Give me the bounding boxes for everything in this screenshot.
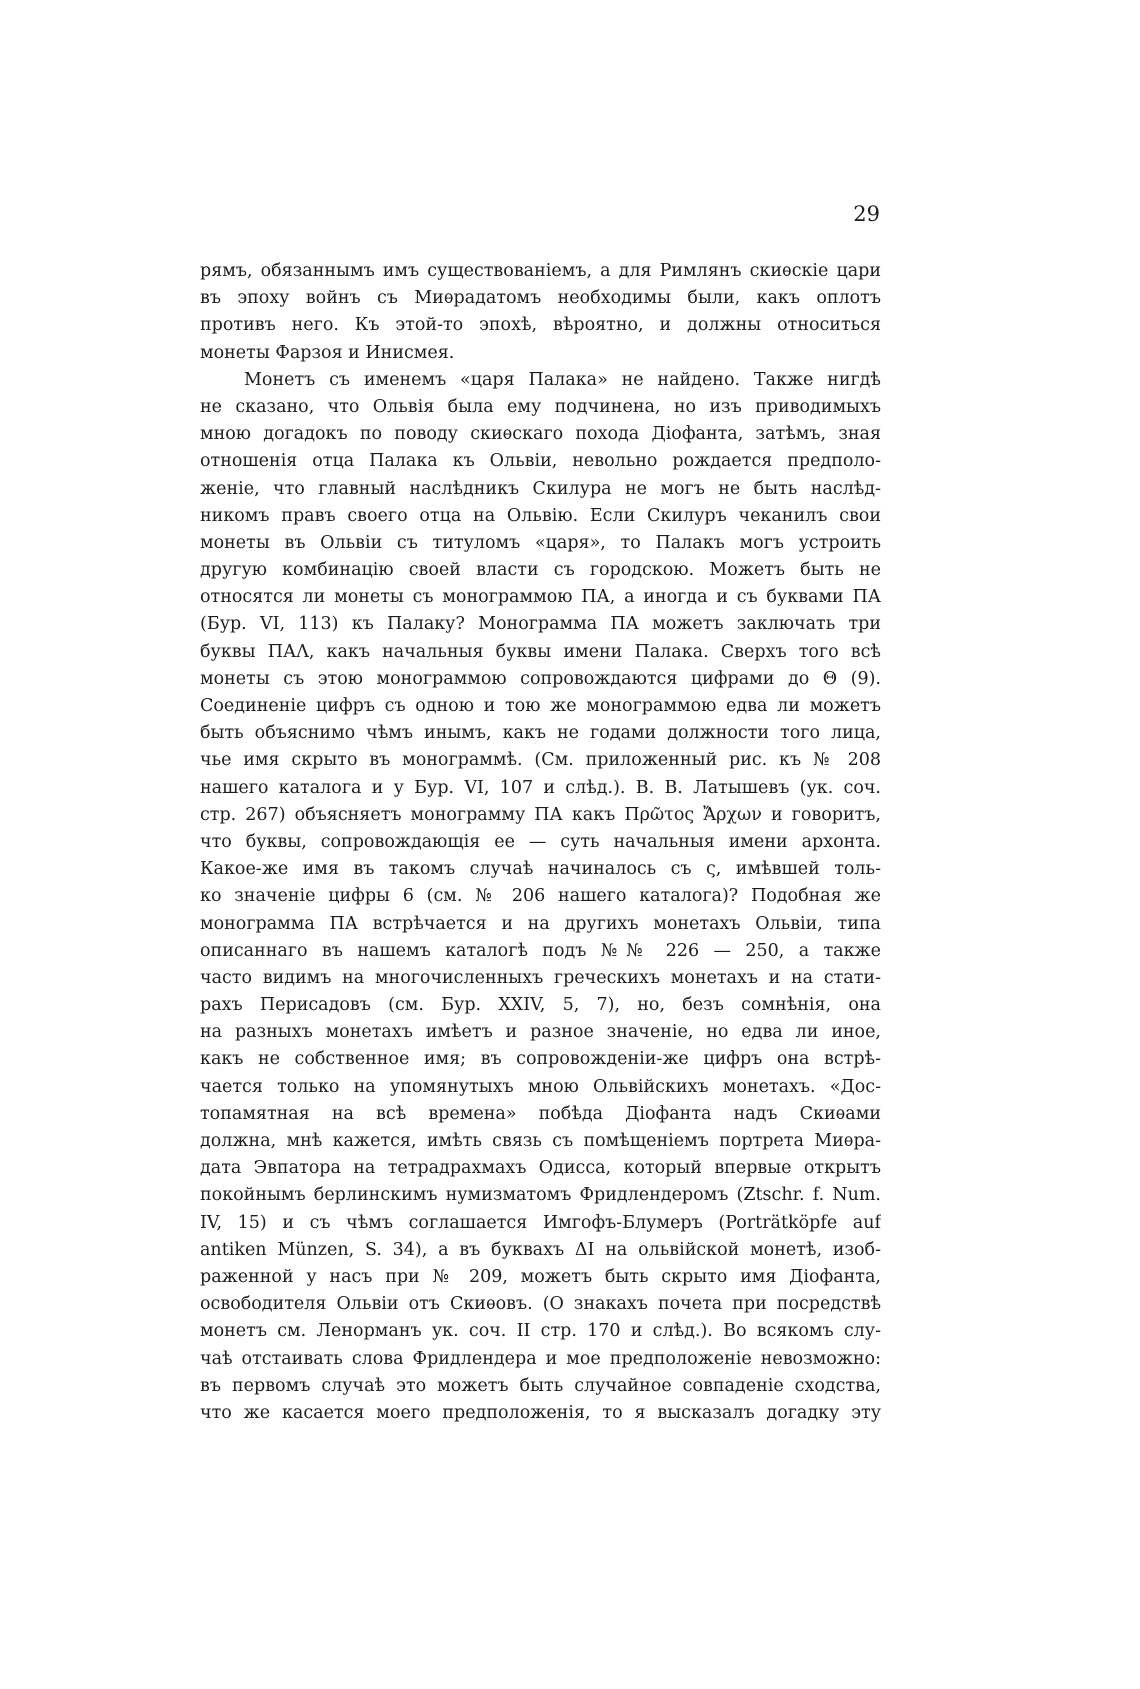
text-line: рахъ Перисадовъ (см. Бур. XXIV, 5, 7), но, безъ сомнѣнія, она: [200, 995, 881, 1016]
text-line: Монетъ съ именемъ «царя Палака» не найдено. Также нигдѣ: [244, 369, 881, 390]
text-line: монеты Фарзоя и Инисмея.: [200, 342, 455, 363]
text-line: женіе, что главный наслѣдникъ Скилура не могъ не быть наслѣд-: [200, 478, 881, 499]
text-line: рямъ, обязаннымъ имъ существованіемъ, а для Римлянъ скиѳскіе цари: [200, 261, 881, 281]
text-line: чье имя скрыто въ монограммѣ. (См. приложенный рис. къ № 208: [200, 750, 881, 771]
text-line: чаѣ отстаивать слова Фридлендера и мое предположеніе невозможно:: [200, 1348, 881, 1369]
text-line: стр. 267) объясняетъ монограмму ПА какъ Πρῶτος Ἄρχων и говоритъ,: [200, 804, 881, 825]
text-line: Соединеніе цифръ съ одною и тою же монограммою едва ли можетъ: [200, 696, 881, 716]
text-line: противъ него. Къ этой-то эпохѣ, вѣроятно, и должны относиться: [200, 315, 881, 336]
text-line: монеты въ Ольвіи съ титуломъ «царя», то Палакъ могъ устроить: [200, 532, 881, 553]
text-line: что же касается моего предположенія, то я высказалъ догадку эту: [200, 1402, 881, 1423]
text-line: монограмма ПА встрѣчается и на другихъ монетахъ Ольвіи, типа: [200, 913, 881, 934]
text-line: нашего каталога и у Бур. VI, 107 и слѣд.). В. В. Латышевъ (ук. соч.: [200, 777, 881, 798]
text-line: antiken Münzen, S. 34), а въ буквахъ ΔΙ на ольвійской монетѣ, изоб-: [200, 1239, 881, 1260]
text-line: покойнымъ берлинскимъ нумизматомъ Фридлендеромъ (Ztschr. f. Num.: [200, 1185, 881, 1206]
text-line: монеты съ этою монограммою сопровождаются цифрами до Θ (9).: [200, 668, 881, 689]
text-line: не сказано, что Ольвія была ему подчинена, но изъ приводимыхъ: [200, 396, 881, 417]
text-line: быть объяснимо чѣмъ инымъ, какъ не годами должности того лица,: [200, 723, 881, 744]
text-line: на разныхъ монетахъ имѣетъ и разное значеніе, но едва ли иное,: [200, 1022, 881, 1043]
text-line: ко значеніе цифры 6 (см. № 206 нашего каталога)? Подобная же: [200, 886, 881, 907]
text-line: описаннаго въ нашемъ каталогѣ подъ №№ 226 — 250, а также: [200, 940, 881, 961]
text-line: дата Эвпатора на тетрадрахмахъ Одисса, который впервые открытъ: [200, 1158, 881, 1179]
text-line: топамятная на всѣ времена» побѣда Діофанта надъ Скиѳами: [200, 1103, 881, 1124]
text-line: въ эпоху войнъ съ Миѳрадатомъ необходимы были, какъ оплотъ: [200, 288, 881, 309]
text-line: относятся ли монеты съ монограммою ПА, а иногда и съ буквами ПА: [200, 587, 881, 608]
text-line: что буквы, сопровождающія ее — суть начальныя имени архонта.: [200, 831, 881, 852]
text-line: какъ не собственное имя; въ сопровожденіи-же цифръ она встрѣ-: [200, 1049, 881, 1070]
text-line: часто видимъ на многочисленныхъ греческихъ монетахъ и на стати-: [200, 967, 881, 988]
text-line: должна, мнѣ кажется, имѣть связь съ помѣщеніемъ портрета Миѳра-: [200, 1131, 881, 1151]
text-line: чается только на упомянутыхъ мною Ольвійскихъ монетахъ. «Дос-: [200, 1076, 881, 1097]
body-text: [200, 258, 881, 1427]
text-line: раженной у насъ при № 209, можетъ быть скрыто имя Діофанта,: [200, 1266, 881, 1287]
text-line: освободителя Ольвіи отъ Скиѳовъ. (О знакахъ почета при посредствѣ: [200, 1294, 881, 1315]
text-line: буквы ПАΛ, какъ начальныя буквы имени Палака. Сверхъ того всѣ: [200, 641, 881, 662]
text-line: Какое-же имя въ такомъ случаѣ начиналось съ ς, имѣвшей толь-: [200, 859, 881, 880]
text-line: отношенія отца Палака къ Ольвіи, невольно рождается предполо-: [200, 451, 881, 472]
text-line: монетъ см. Ленорманъ ук. соч. II стр. 170 и слѣд.). Во всякомъ слу-: [200, 1321, 881, 1342]
page-number: 29: [853, 202, 880, 226]
text-line: IV, 15) и съ чѣмъ соглашается Имгофъ-Блумеръ (Porträtköpfe auf: [200, 1212, 881, 1233]
text-line: никомъ правъ своего отца на Ольвію. Если Скилуръ чеканилъ свои: [200, 505, 881, 526]
text-line: мною догадокъ по поводу скиѳскаго похода Діофанта, затѣмъ, зная: [200, 424, 881, 445]
text-line: (Бур. VI, 113) къ Палаку? Монограмма ПА можетъ заключать три: [200, 614, 881, 635]
text-line: другую комбинацію своей власти съ городскою. Можетъ быть не: [200, 560, 881, 581]
text-line: въ первомъ случаѣ это можетъ быть случайное совпаденіе сходства,: [200, 1375, 881, 1396]
